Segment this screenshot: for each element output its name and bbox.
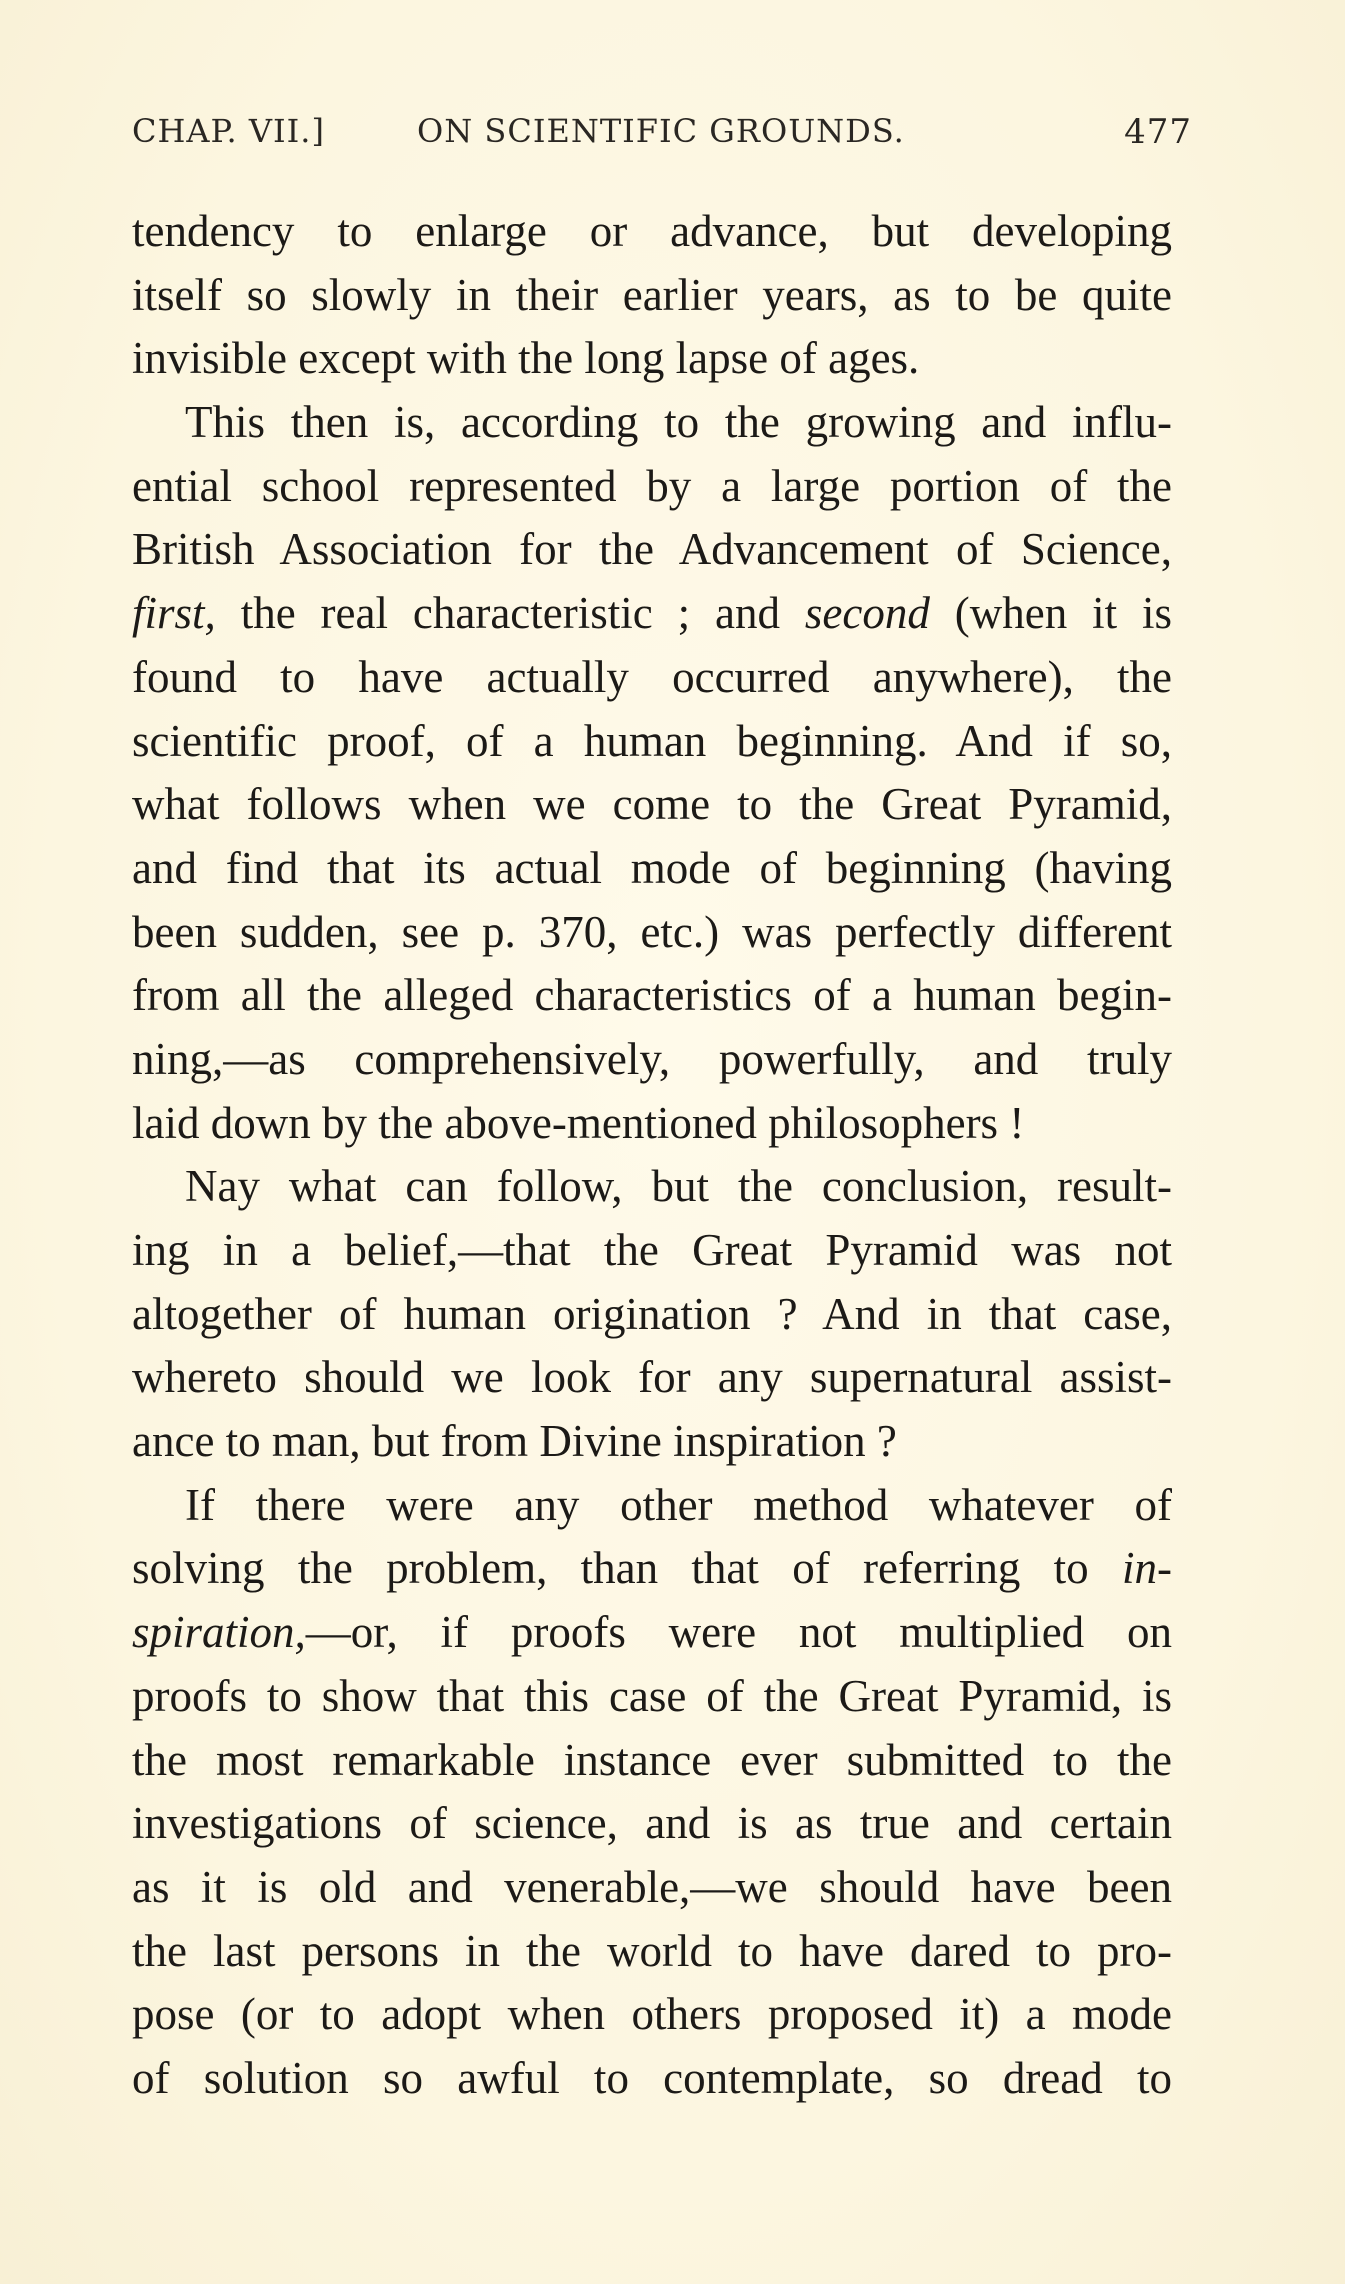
running-head	[132, 112, 1192, 162]
text-line: the most remarkable instance ever submitted to the	[132, 1734, 1172, 1785]
text-line: and find that its actual mode of beginning (having	[132, 842, 1172, 893]
text-line: what follows when we come to the Great Pyramid,	[132, 779, 1172, 830]
text-line: pose (or to adopt when others proposed it) a mode	[132, 1989, 1172, 2040]
text-line: spiration,—or, if proofs were not multiplied on	[132, 1607, 1172, 1658]
paragraph-start-line: If there were any other method whatever of	[185, 1479, 1172, 1530]
text-line: altogether of human origination ? And in that case,	[132, 1288, 1172, 1339]
text-line: whereto should we look for any supernatural assist-	[132, 1352, 1172, 1403]
text-line: invisible except with the long lapse of ages.	[132, 333, 920, 384]
body-text	[132, 200, 1172, 2111]
text-line: ance to man, but from Divine inspiration ?	[132, 1416, 897, 1467]
page-number: 477	[1124, 112, 1192, 152]
italic-text: first,	[132, 588, 216, 639]
text-line: found to have actually occurred anywhere), the	[132, 651, 1172, 702]
text-line: of solution so awful to contemplate, so dread to	[132, 2052, 1172, 2103]
text-line: investigations of science, and is as true and certain	[132, 1798, 1172, 1849]
text-line: laid down by the above-mentioned philosophers !	[132, 1097, 1025, 1148]
text-line: first, the real characteristic ; and second (when it is	[132, 588, 1172, 639]
text-line: the last persons in the world to have dared to pro-	[132, 1925, 1172, 1976]
text-line: from all the alleged characteristics of a human begin-	[132, 970, 1172, 1021]
text-line: ing in a belief,—that the Great Pyramid was not	[132, 1225, 1172, 1275]
paragraph-start-line: This then is, according to the growing and influ-	[185, 397, 1172, 448]
paragraph-start-line: Nay what can follow, but the conclusion, result-	[185, 1161, 1172, 1212]
text-line: proofs to show that this case of the Great Pyramid, is	[132, 1670, 1172, 1721]
text-line: scientific proof, of a human beginning. And if so,	[132, 715, 1172, 766]
text-line: solving the problem, than that of referring to in-	[132, 1543, 1172, 1594]
italic-text: in-	[1122, 1543, 1172, 1594]
chapter-label: CHAP. VII.]	[132, 112, 325, 150]
text-line: ning,—as comprehensively, powerfully, and truly	[132, 1033, 1172, 1084]
text-line: ential school represented by a large portion of the	[132, 460, 1172, 511]
text-line: itself so slowly in their earlier years, as to be quite	[132, 269, 1172, 320]
text-line: tendency to enlarge or advance, but developing	[132, 206, 1172, 256]
text-line: been sudden, see p. 370, etc.) was perfectly different	[132, 906, 1172, 957]
text-line: British Association for the Advancement of Science,	[132, 524, 1172, 575]
running-title: ON SCIENTIFIC GROUNDS.	[417, 112, 905, 150]
text-line: as it is old and venerable,—we should have been	[132, 1861, 1172, 1912]
italic-text: spiration,	[132, 1607, 306, 1658]
italic-text: second	[804, 588, 930, 639]
